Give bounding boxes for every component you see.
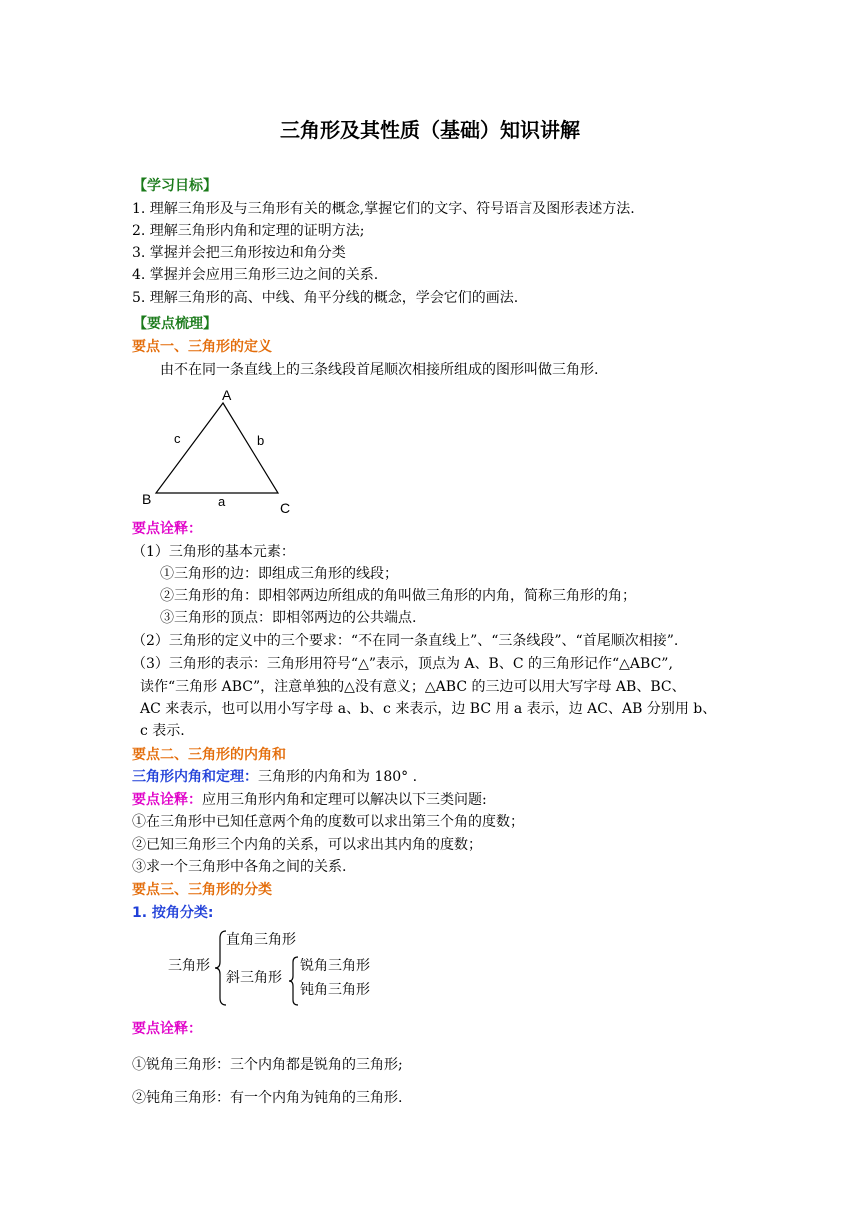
figure-background <box>134 386 299 518</box>
page-title: 三角形及其性质（基础）知识讲解 <box>280 118 580 142</box>
point2-note-label: 要点诠释： <box>132 792 202 808</box>
point2-item: ②已知三角形三个内角的关系，可以求出其内角的度数； <box>132 837 482 853</box>
point3-item: ②钝角三角形：有一个内角为钝角的三角形. <box>132 1090 403 1106</box>
point1-note: ②三角形的角：即相邻两边所组成的角叫做三角形的内角，简称三角形的角； <box>160 588 636 604</box>
point2-note-text: 应用三角形内角和定理可以解决以下三类问题: <box>202 792 487 808</box>
point2-heading: 要点二、三角形的内角和 <box>132 747 286 763</box>
point3-item: ①锐角三角形：三个内角都是锐角的三角形; <box>132 1057 403 1073</box>
side-label-a: a <box>218 494 226 509</box>
triangle-figure <box>134 386 299 518</box>
point1-note: AC 来表示，也可以用小写字母 a、b、c 来表示，边 BC 用 a 表示，边 AC、AB 分别用 b、 <box>140 701 717 717</box>
point2-item: ③求一个三角形中各角之间的关系. <box>132 859 347 875</box>
vertex-label-b: B <box>142 491 152 507</box>
cls-acute: 锐角三角形 <box>300 958 370 974</box>
summary-header: 【要点梳理】 <box>133 316 217 332</box>
point2-note <box>132 790 487 810</box>
objective-item: 4. 掌握并会应用三角形三边之间的关系. <box>132 267 379 283</box>
vertex-label-a: A <box>222 387 232 403</box>
point3-note-label: 要点诠释： <box>132 1021 202 1037</box>
point1-note: （3）三角形的表示：三角形用符号“△”表示，顶点为 A、B、C 的三角形记作“△ABC”, <box>132 656 673 672</box>
point1-note-label: 要点诠释： <box>132 521 202 537</box>
objective-item: 5. 理解三角形的高、中线、角平分线的概念，学会它们的画法. <box>132 290 519 306</box>
triangle-definition: 由不在同一条直线上的三条线段首尾顺次相接所组成的图形叫做三角形. <box>160 362 599 378</box>
point1-heading: 要点一、三角形的定义 <box>132 339 272 355</box>
objective-item: 2. 理解三角形内角和定理的证明方法; <box>132 223 365 239</box>
point1-note: （2）三角形的定义中的三个要求：“不在同一条直线上”、“三条线段”、“首尾顺次相接”. <box>132 633 679 649</box>
point1-note: ③三角形的顶点：即相邻两边的公共端点. <box>160 610 417 626</box>
cls-right: 直角三角形 <box>226 932 296 948</box>
point3-heading: 要点三、三角形的分类 <box>132 882 272 898</box>
cls-root: 三角形 <box>168 958 210 974</box>
point1-note: ①三角形的边：即组成三角形的线段； <box>160 566 398 582</box>
point2-theorem <box>132 767 417 787</box>
objective-item: 1. 理解三角形及与三角形有关的概念,掌握它们的文字、符号语言及图形表述方法. <box>132 201 635 217</box>
side-label-c: c <box>174 431 181 446</box>
objectives-header: 【学习目标】 <box>133 178 217 194</box>
point2-item: ①在三角形中已知任意两个角的度数可以求出第三个角的度数； <box>132 814 524 830</box>
vertex-label-c: C <box>280 500 291 516</box>
objective-item: 3. 掌握并会把三角形按边和角分类 <box>132 245 346 261</box>
point1-note: 读作“三角形 ABC”，注意单独的△没有意义；△ABC 的三边可以用大写字母 AB、BC、 <box>140 679 686 695</box>
cls-oblique: 斜三角形 <box>226 970 282 986</box>
point1-note: c 表示. <box>140 723 185 739</box>
theorem-text: 三角形的内角和为 180° . <box>258 769 418 785</box>
point3-subheading: 1. 按角分类: <box>132 905 214 921</box>
point1-note: （1）三角形的基本元素： <box>132 544 295 560</box>
inner-brace <box>288 956 300 1006</box>
classification-diagram <box>160 928 400 1008</box>
side-label-b: b <box>257 433 265 448</box>
cls-obtuse: 钝角三角形 <box>300 982 370 998</box>
theorem-label: 三角形内角和定理： <box>132 769 258 785</box>
